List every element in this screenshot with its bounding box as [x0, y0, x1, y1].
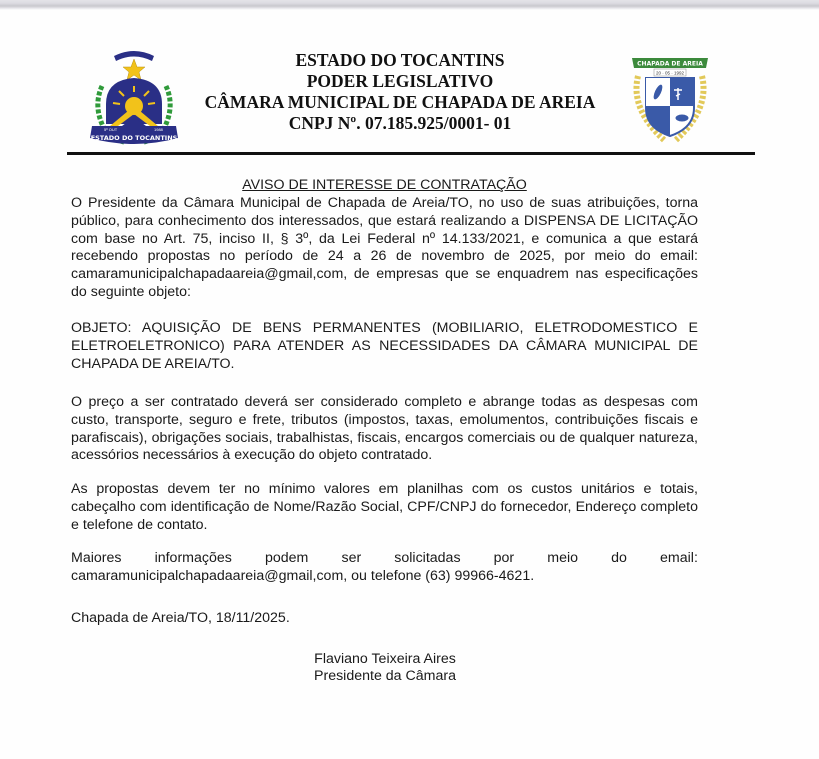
header-divider [67, 152, 755, 155]
contact-word: ser [341, 550, 362, 566]
document-header [200, 50, 600, 134]
header-cnpj: CNPJ Nº. 07.185.925/0001- 01 [288, 113, 512, 133]
chapada-de-areia-crest-icon [628, 54, 712, 144]
left-logo-year-left: 5º OUT [104, 127, 118, 132]
right-logo-date-text: 20 · 05 · 1992 [655, 70, 685, 76]
left-logo-banner-text: ESTADO DO TOCANTINS [90, 134, 178, 142]
contact-line-1 [71, 550, 698, 568]
contact-word: solicitadas [394, 550, 461, 566]
left-logo-year-right: 1988 [154, 127, 163, 132]
header-chamber: CÂMARA MUNICIPAL DE CHAPADA DE AREIA [204, 92, 596, 112]
proposals-paragraph: As propostas devem ter no mínimo valores em planilhas com os custos unitários e totais, cabeçalho com identificação de Nome/Razão Social, CPF/CNPJ do fornecedor, Endereço completo e telefone de contato. [71, 481, 698, 533]
signatory-role: Presidente da Câmara [314, 668, 456, 684]
contact-word: email: [660, 550, 698, 566]
signature-block [300, 651, 470, 685]
contact-word: do [611, 550, 627, 566]
header-branch: PODER LEGISLATIVO [306, 71, 494, 91]
right-logo-banner-text: CHAPADA DE AREIA [637, 60, 703, 68]
header-state: ESTADO DO TOCANTINS [295, 50, 505, 70]
contact-word: Maiores [71, 550, 122, 566]
contact-word: por [493, 550, 515, 566]
window-top-bar [0, 0, 819, 10]
tocantins-coat-of-arms-logo [84, 46, 184, 150]
contact-word: informações [154, 550, 232, 566]
chapada-de-areia-crest-logo [628, 54, 712, 144]
contact-word: meio [547, 550, 579, 566]
date-line: Chapada de Areia/TO, 18/11/2025. [71, 610, 290, 626]
object-paragraph: OBJETO: AQUISIÇÃO DE BENS PERMANENTES (MOBILIARIO, ELETRODOMESTICO E ELETROELETRONICO) PARA ATENDER AS NECESSIDADES DA CÂMARA MUNICIPAL DE CHAPADA DE AREIA/TO. [71, 320, 698, 372]
signatory-name: Flaviano Teixeira Aires [314, 651, 456, 667]
tocantins-coat-of-arms-icon [84, 46, 184, 150]
contact-paragraph [71, 550, 698, 586]
contact-line-2: camaramunicipalchapadaareia@gmail,com, ou telefone (63) 99966-4621. [71, 567, 535, 584]
intro-paragraph: O Presidente da Câmara Municipal de Chapada de Areia/TO, no uso de suas atribuições, torna público, para conhecimento dos interessados, que estará realizando a DISPENSA DE LICITAÇÃO com base no Art. 75, inciso II, § 3º, da Lei Federal nº 14.133/2021, e comunica a que estará recebendo propostas no período de 24 a 26 de novembro de 2025, por meio do email: camaramunicipalchapadaareia@gmail,com, de empresas que se enquadrem nas especificações do seguinte objeto: [71, 195, 698, 300]
notice-title: AVISO DE INTERESSE DE CONTRATAÇÃO [242, 177, 527, 193]
contact-word: podem [264, 550, 309, 566]
price-paragraph: O preço a ser contratado deverá ser considerado completo e abrange todas as despesas com custo, transporte, seguro e frete, tributos (impostos, taxas, emolumentos, contribuições fiscais e parafiscais), obrigações sociais, trabalhistas, fiscais, encargos comerciais ou de qualquer natureza, acessórios necessários à execução do objeto contratado. [71, 394, 698, 464]
